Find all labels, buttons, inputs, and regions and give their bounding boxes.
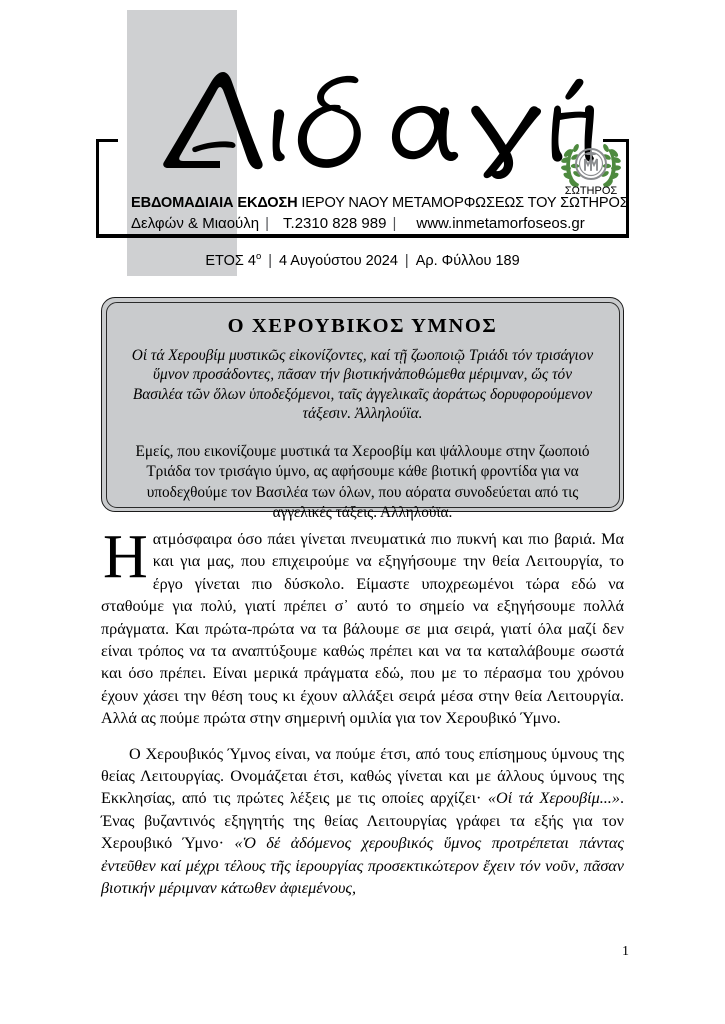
masthead-frame-left-stub (96, 139, 118, 142)
issue-date: 4 Αυγούστου 2024 (279, 252, 398, 269)
issue-number: Αρ. Φύλλου 189 (415, 252, 520, 269)
hymn-callout-box (101, 297, 624, 522)
masthead-frame-left-rule (96, 139, 99, 237)
issue-separator-2: | (404, 252, 409, 269)
masthead-church-name: ΙΕΡΟΥ ΝΑΟΥ ΜΕΤΑΜΟΡΦΩΣΕΩΣ ΤΟΥ ΣΩΤΗΡΟΣ (301, 195, 629, 211)
publication-wordmark (124, 52, 594, 184)
article-paragraph-2 (101, 743, 624, 900)
issue-year: ΕΤΟΣ 4 (205, 252, 256, 269)
article-body (101, 523, 624, 900)
issue-separator-1: | (268, 252, 273, 269)
hymn-ancient-text: Οἱ τά Χερουβίμ μυστικῶς εἰκονίζοντες, καί τῇ ζωοποιῷ Τριάδι τόν τρισάγιον ὕμνον προσάδοντες, πᾶσαν τήν βιοτικήνἀποθώμεθα μέριμναν, ὥς τόν Βασιλέα τῶν ὅλων ὑποδεξόμενοι, ταῖς ἀγγελικαῖς ἀοράτως δορυφορούμενον τάξεσιν. Ἀλληλούϊα. (131, 346, 594, 423)
article-paragraph-1 (101, 523, 624, 730)
masthead-telephone: Τ.2310 828 989 (283, 215, 387, 232)
masthead-website[interactable]: www.inmetamorfoseos.gr (416, 215, 585, 232)
masthead-edition-label: ΕΚΔΟΣΗ (237, 195, 298, 211)
svg-text:ΣΩΤΗΡΟΣ: ΣΩΤΗΡΟΣ (564, 185, 618, 197)
article-dropcap: Η (103, 523, 148, 591)
article-paragraph-2-part2: . Ένας βυζαντινός εξηγητής της θείας Λειτουργίας γράφει τα εξής για τον Χερουβικό Ύμνο· (101, 789, 624, 853)
hymn-modern-translation: Εμείς, που εικονίζουμε μυστικά τα Χεροοβίμ και ψάλλουμε στην ζωοποιό Τριάδα τον τρισάγιο ύμνο, ας αφήσουμε κάθε βιοτική φροντίδα για να υποδεχθούμε τον Βασιλέα των όλων, που αόρατα συνοδεύεται από τις αγγελικές τάξεις. Αλληλούϊα. (135, 442, 590, 522)
article-inline-quote-2: «Ὁ δέ ἀδόμενος χερουβικός ὕμνος προτρέπεται πάντας ἐντεῦθεν καί μέχρι τέλους τῆς ἱερουργίας προσεκτικώτερον ἔχειν τόν νοῦν, πᾶσαν βιοτικήν μέριμναν κάτωθεν ἀφιεμένους, (101, 834, 624, 898)
issue-line (96, 251, 629, 269)
masthead (96, 60, 629, 240)
hymn-callout-inner (106, 302, 620, 522)
issue-year-ordinal: ο (255, 251, 262, 262)
church-emblem-icon (558, 139, 624, 197)
page-number: 1 (622, 944, 629, 959)
masthead-contact-line (131, 213, 623, 235)
hymn-title: Ο ΧΕΡΟΥΒΙΚΟΣ ΥΜΝΟΣ (227, 314, 498, 337)
article-paragraph-1-text: ατμόσφαιρα όσο πάει γίνεται πνευματικά πιο πυκνή και πιο βαριά. Μα και για μας, που επιχειρούμε να εξηγήσουμε την θεία Λειτουργία, το έργο γίνεται πιο δύσκολο. Είμαστε υποχρεωμένοι τώρα εδώ να σταθούμε για πολύ, γιατί πρέπει σ᾽ αυτό το σημείο να εξηγήσουμε πολλά πράγματα. Και πρώτα-πρώτα να τα βάλουμε σε μια σειρά, γιατί όλα μαζί δεν είναι τρόπος να τα αναπτύξουμε καθώς πρέπει και να τα καταλάβουμε σωστά και όσο πρέπει. Είναι μερικά πράγματα εδώ, που με το πέρασμα του χρόνου έχουν χάσει την θέση τους κι έχουν αλλάξει σειρά μέσα στην θεία Λειτουργία. Αλλά ας πούμε πρώτα στην σημερινή ομιλία για τον Χερουβικό Ύμνο. (101, 530, 624, 728)
article-inline-quote-1: «Οἱ τά Χερουβίμ...» (487, 789, 620, 808)
masthead-separator-2: | (392, 215, 397, 232)
masthead-address: Δελφών & Μιαούλη (131, 215, 260, 232)
article-paragraph-2-part1: Ο Χερουβικός Ύμνος είναι, να πούμε έτσι, από τους επίσημους ύμνους της θείας Λειτουργίας. Ονομάζεται έτσι, καθώς γίνεται και με άλλους ύμνους της Εκκλησίας, από τις πρώτες λέξεις με τις οποίες αρχίζει· (101, 744, 624, 808)
masthead-frame-right-rule (626, 139, 629, 237)
masthead-separator-1: | (265, 215, 270, 232)
masthead-weekly-label: ΕΒΔΟΜΑΔΙΑΙΑ (131, 195, 234, 211)
masthead-publisher-line (131, 193, 629, 215)
